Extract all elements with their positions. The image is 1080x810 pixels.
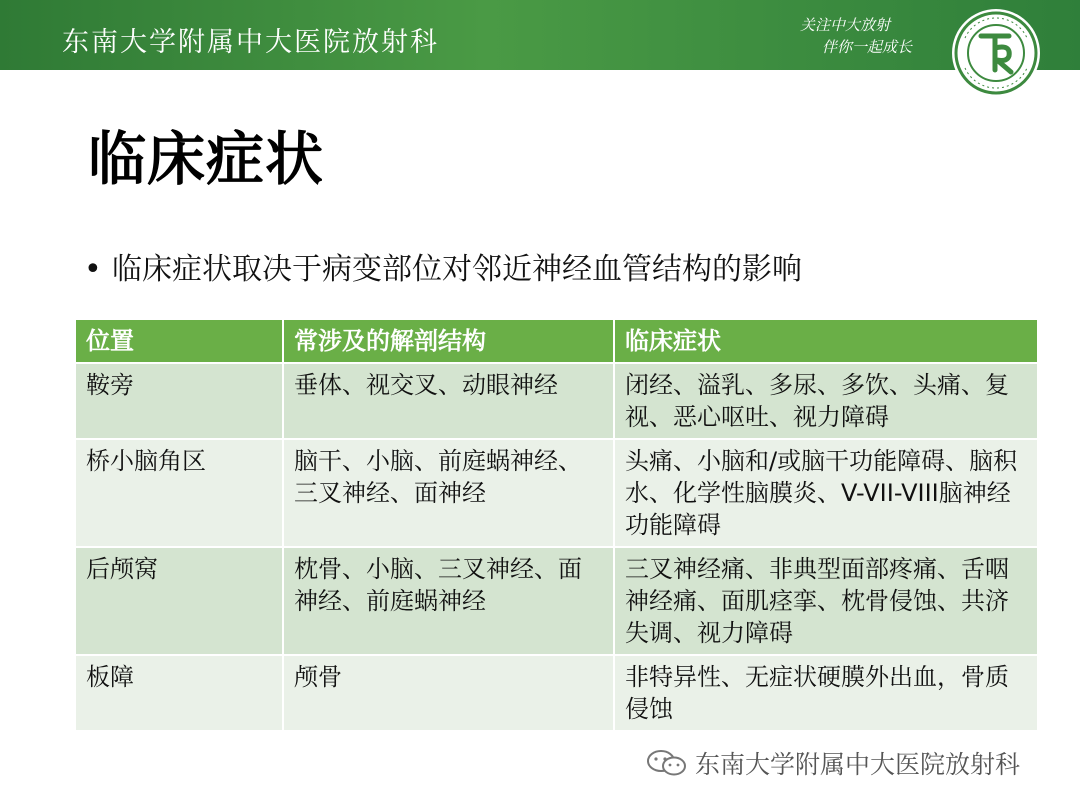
cell-location: 桥小脑角区 <box>75 439 283 547</box>
slogan-line-1: 关注中大放射 <box>800 16 891 34</box>
cell-location: 板障 <box>75 655 283 731</box>
bullet-dot: • <box>84 252 102 287</box>
department-seal-icon <box>951 8 1041 98</box>
slide-title: 临床症状 <box>88 125 325 193</box>
table-row <box>75 363 1038 439</box>
cell-structures: 颅骨 <box>283 655 614 731</box>
header-symptoms: 临床症状 <box>614 319 1038 363</box>
cell-location: 鞍旁 <box>75 363 283 439</box>
symptom-table <box>74 318 1039 732</box>
table-row <box>75 655 1038 731</box>
table-row <box>75 547 1038 655</box>
cell-structures: 垂体、视交叉、动眼神经 <box>283 363 614 439</box>
bullet-text: 临床症状取决于病变部位对邻近神经血管结构的影响 <box>112 252 802 287</box>
cell-structures: 枕骨、小脑、三叉神经、面神经、前庭蜗神经 <box>283 547 614 655</box>
cell-structures: 脑干、小脑、前庭蜗神经、三叉神经、面神经 <box>283 439 614 547</box>
watermark <box>645 745 1020 781</box>
cell-symptoms: 头痛、小脑和/或脑干功能障碍、脑积水、化学性脑膜炎、V-VII-VIII脑神经功能障碍 <box>614 439 1038 547</box>
cell-symptoms: 闭经、溢乳、多尿、多饮、头痛、复视、恶心呕吐、视力障碍 <box>614 363 1038 439</box>
header-banner <box>0 0 1080 70</box>
cell-symptoms: 三叉神经痛、非典型面部疼痛、舌咽神经痛、面肌痉挛、枕骨侵蚀、共济失调、视力障碍 <box>614 547 1038 655</box>
watermark-text: 东南大学附属中大医院放射科 <box>695 750 1021 779</box>
cell-symptoms: 非特异性、无症状硬膜外出血，骨质侵蚀 <box>614 655 1038 731</box>
wechat-icon <box>645 748 689 778</box>
table-row <box>75 439 1038 547</box>
slogan <box>800 14 940 58</box>
bullet-point <box>84 244 802 288</box>
table-header-row <box>75 319 1038 363</box>
header-location: 位置 <box>75 319 283 363</box>
header-structures: 常涉及的解剖结构 <box>283 319 614 363</box>
cell-location: 后颅窝 <box>75 547 283 655</box>
slogan-line-2: 伴你一起成长 <box>822 38 913 56</box>
banner-title: 东南大学附属中大医院放射科 <box>62 27 439 58</box>
